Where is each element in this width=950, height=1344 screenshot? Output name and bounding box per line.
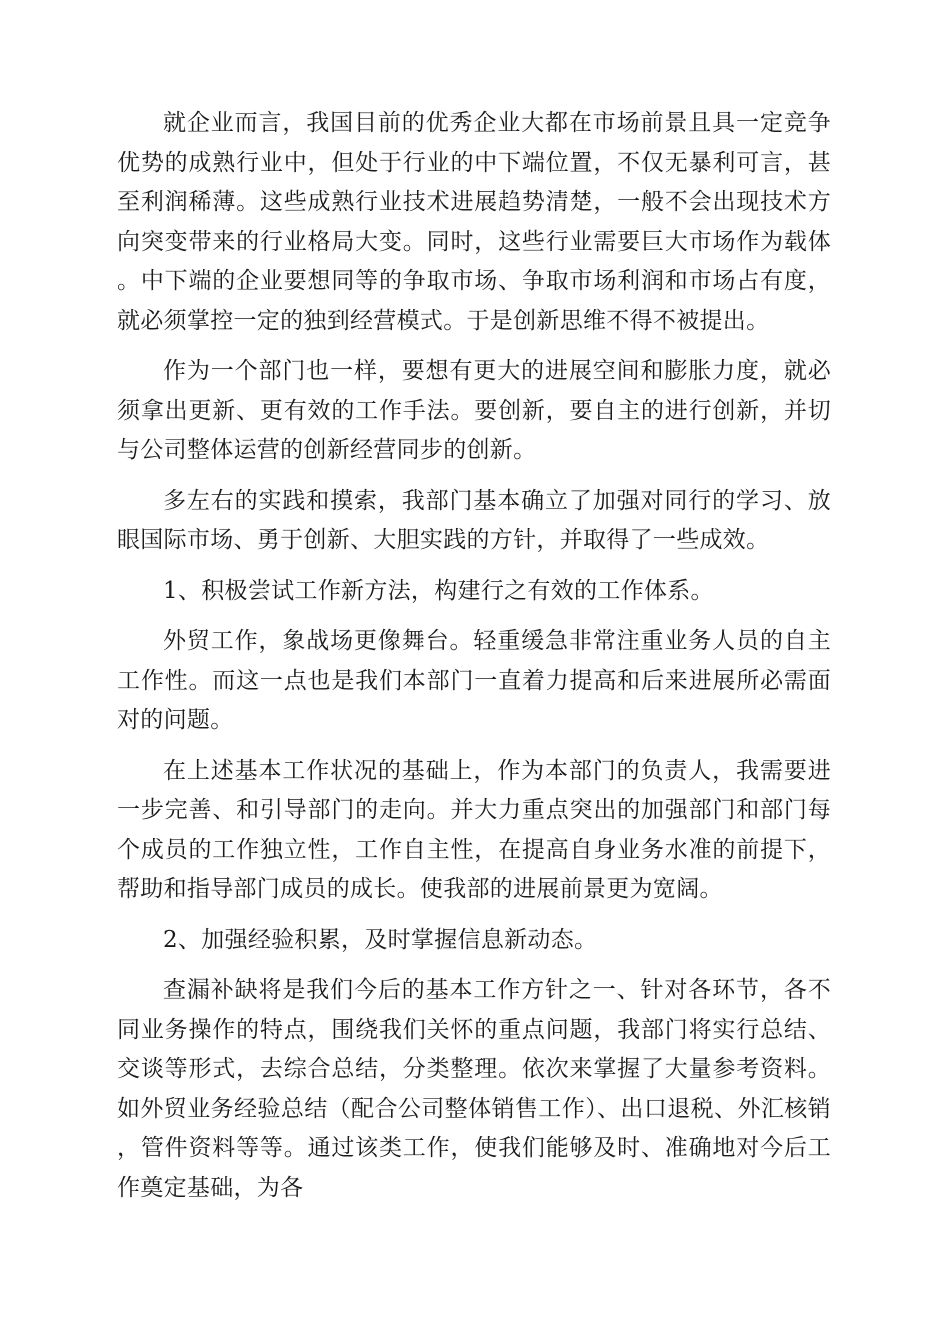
paragraph-department-innovation: 作为一个部门也一样，要想有更大的进展空间和膨胀力度，就必须拿出更新、更有效的工作手法。要创新，要自主的进行创新，并切与公司整体运营的创新经营同步的创新。 [117, 358, 831, 463]
paragraph-enterprise-innovation: 就企业而言，我国目前的优秀企业大都在市场前景且具一定竞争优势的成熟行业中，但处于行业的中下端位置，不仅无暴利可言，甚至利润稀薄。这些成熟行业技术进展趋势清楚，一般不会出现技术方向突变带来的行业格局大变。同时，这些行业需要巨大市场作为载体。中下端的企业要想同等的争取市场、争取市场利润和市场占有度，就必须掌控一定的独到经营模式。于是创新思维不得不被提出。 [117, 110, 831, 334]
paragraph-department-lead: 在上述基本工作状况的基础上，作为本部门的负责人，我需要进一步完善、和引导部门的走向。并大力重点突出的加强部门和部门每个成员的工作独立性，工作自主性，在提高自身业务水准的前提下，帮助和指导部门成员的成长。使我部的进展前景更为宽阔。 [117, 757, 831, 902]
paragraph-practice-results: 多左右的实践和摸索，我部门基本确立了加强对同行的学习、放眼国际市场、勇于创新、大胆实践的方针，并取得了一些成效。 [117, 487, 831, 553]
heading-item-2: 2、加强经验积累，及时掌握信息新动态。 [163, 926, 598, 953]
paragraph-experience-summary: 查漏补缺将是我们今后的基本工作方针之一、针对各环节，各不同业务操作的特点，围绕我们关怀的重点问题，我部门将实行总结、交谈等形式，去综合总结，分类整理。依次来掌握了大量参考资料。如外贸业务经验总结（配合公司整体销售工作）、出口退税、外汇核销，管件资料等等。通过该类工作，使我们能够及时、准确地对今后工作奠定基础，为各 [117, 977, 831, 1201]
paragraph-foreign-trade: 外贸工作，象战场更像舞台。轻重缓急非常注重业务人员的自主工作性。而这一点也是我们本部门一直着力提高和后来进展所必需面对的问题。 [117, 628, 831, 733]
heading-item-1: 1、积极尝试工作新方法，构建行之有效的工作体系。 [163, 577, 714, 604]
document-body [117, 104, 831, 1219]
